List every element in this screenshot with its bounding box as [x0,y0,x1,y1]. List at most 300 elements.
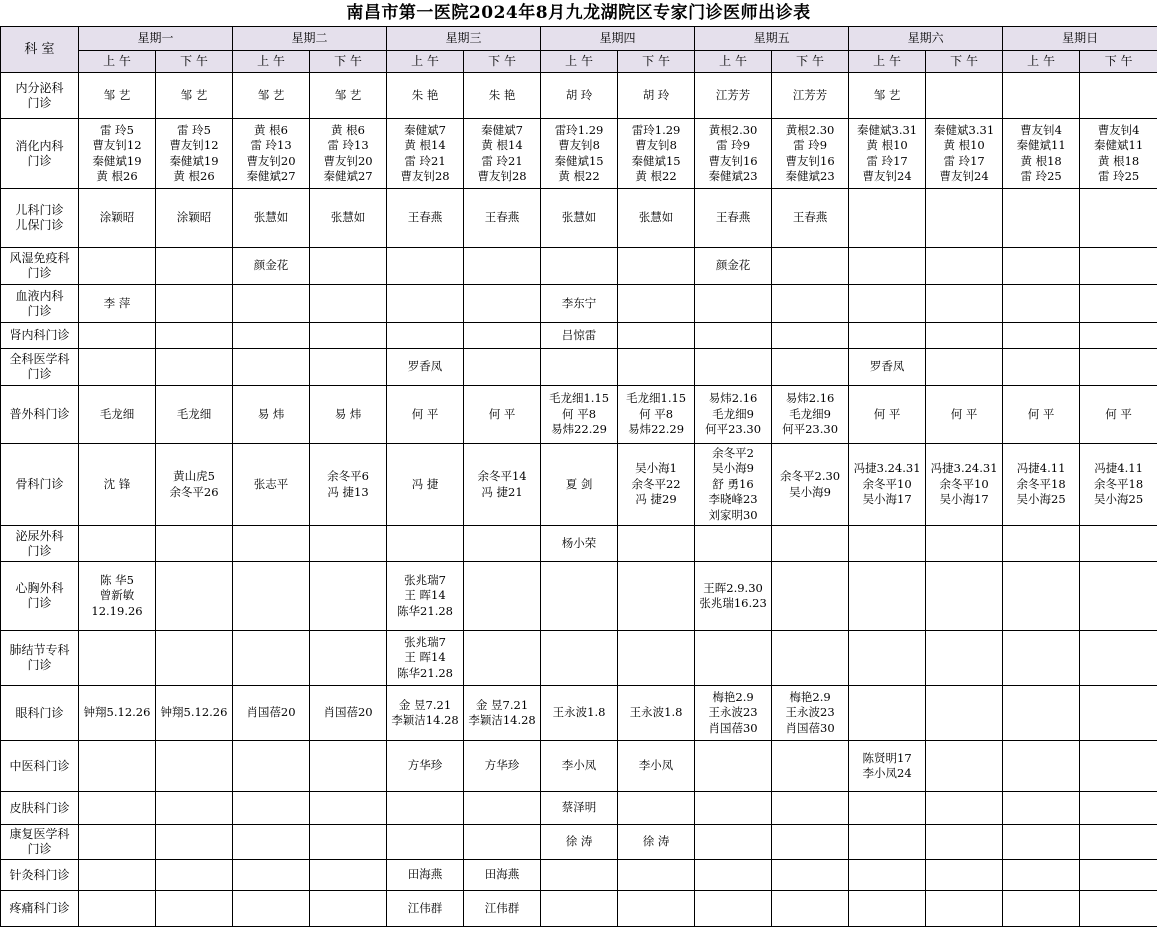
schedule-cell: 肖国蓓20 [233,686,310,741]
table-row [1,562,1157,631]
schedule-cell [79,741,156,792]
schedule-cell: 冯捷3.24.31 余冬平10 吴小海17 [849,444,926,526]
schedule-cell: 颜金花 [233,248,310,285]
schedule-cell [541,562,618,631]
schedule-cell [156,792,233,825]
schedule-cell: 黄根2.30 雷 玲9 曹友钊16 秦健斌23 [695,119,772,189]
schedule-cell [156,860,233,891]
schedule-cell [156,562,233,631]
schedule-cell [387,248,464,285]
schedule-cell [1003,825,1080,860]
schedule-cell [156,248,233,285]
schedule-cell [849,189,926,248]
department-name: 眼科门诊 [1,686,79,741]
schedule-cell: 杨小荣 [541,526,618,562]
schedule-cell: 涂颖昭 [79,189,156,248]
schedule-cell [310,323,387,349]
day-header-wed: 星期三 [387,27,541,51]
schedule-cell [156,741,233,792]
schedule-cell [1080,686,1157,741]
schedule-cell [695,891,772,927]
schedule-cell: 冯捷4.11 余冬平18 吴小海25 [1003,444,1080,526]
schedule-cell [926,285,1003,323]
schedule-cell [1080,741,1157,792]
schedule-cell [695,792,772,825]
schedule-cell [156,285,233,323]
schedule-cell: 毛龙细 [156,386,233,444]
schedule-cell [618,323,695,349]
schedule-cell: 田海燕 [387,860,464,891]
department-name: 泌尿外科 门诊 [1,526,79,562]
schedule-cell: 王春燕 [772,189,849,248]
schedule-cell: 蔡泽明 [541,792,618,825]
schedule-cell [233,285,310,323]
schedule-cell: 秦健斌7 黄 根14 雷 玲21 曹友钊28 [387,119,464,189]
half-day-header-am: 上 午 [541,51,618,73]
table-header [1,27,1157,73]
schedule-cell: 易炜2.16 毛龙细9 何平23.30 [695,386,772,444]
schedule-cell [695,860,772,891]
schedule-cell [1080,349,1157,386]
schedule-cell [1080,526,1157,562]
schedule-cell: 易炜2.16 毛龙细9 何平23.30 [772,386,849,444]
half-day-header-pm: 下 午 [1080,51,1157,73]
schedule-cell [233,526,310,562]
schedule-cell: 王永波1.8 [618,686,695,741]
schedule-cell [79,349,156,386]
schedule-cell: 王永波1.8 [541,686,618,741]
schedule-cell: 邹 艺 [156,73,233,119]
schedule-cell [79,248,156,285]
schedule-cell [1003,349,1080,386]
schedule-cell [310,631,387,686]
schedule-cell [233,349,310,386]
schedule-cell [233,891,310,927]
schedule-cell [464,323,541,349]
schedule-cell [464,526,541,562]
half-day-header-am: 上 午 [1003,51,1080,73]
schedule-cell [1080,891,1157,927]
schedule-cell: 曹友钊4 秦健斌11 黄 根18 雷 玲25 [1003,119,1080,189]
schedule-cell: 雷玲1.29 曹友钊8 秦健斌15 黄 根22 [541,119,618,189]
schedule-cell [695,323,772,349]
schedule-cell [1003,891,1080,927]
half-day-header-am: 上 午 [79,51,156,73]
department-name: 肺结节专科 门诊 [1,631,79,686]
department-name: 心胸外科 门诊 [1,562,79,631]
schedule-cell [387,825,464,860]
schedule-cell [926,526,1003,562]
schedule-cell: 李小凤 [618,741,695,792]
schedule-cell [156,526,233,562]
schedule-cell [156,323,233,349]
schedule-cell: 胡 玲 [618,73,695,119]
schedule-cell [310,825,387,860]
schedule-cell [541,860,618,891]
department-name: 风湿免疫科 门诊 [1,248,79,285]
department-name: 血液内科 门诊 [1,285,79,323]
schedule-cell [618,562,695,631]
schedule-cell [849,323,926,349]
schedule-cell [233,741,310,792]
schedule-cell [1003,741,1080,792]
schedule-cell [1003,562,1080,631]
schedule-cell: 雷 玲5 曹友钊12 秦健斌19 黄 根26 [79,119,156,189]
schedule-cell [464,792,541,825]
schedule-cell: 胡 玲 [541,73,618,119]
schedule-cell [926,73,1003,119]
schedule-cell [772,860,849,891]
schedule-cell [156,825,233,860]
table-row [1,891,1157,927]
schedule-cell [772,792,849,825]
schedule-cell [926,792,1003,825]
table-row [1,386,1157,444]
schedule-cell [926,741,1003,792]
schedule-cell: 颜金花 [695,248,772,285]
schedule-cell [618,860,695,891]
schedule-cell [926,825,1003,860]
schedule-cell [310,349,387,386]
schedule-cell: 陈 华5 曾新敏 12.19.26 [79,562,156,631]
department-name: 皮肤科门诊 [1,792,79,825]
department-name: 消化内科 门诊 [1,119,79,189]
schedule-cell [387,323,464,349]
half-day-header-pm: 下 午 [156,51,233,73]
schedule-cell: 罗香凤 [849,349,926,386]
schedule-cell [156,631,233,686]
schedule-cell: 雷玲1.29 曹友钊8 秦健斌15 黄 根22 [618,119,695,189]
schedule-cell [849,686,926,741]
half-day-header-pm: 下 午 [464,51,541,73]
schedule-cell [695,526,772,562]
schedule-cell [233,792,310,825]
schedule-cell: 张慧如 [541,189,618,248]
table-row [1,792,1157,825]
schedule-cell [926,686,1003,741]
schedule-cell [926,189,1003,248]
schedule-cell: 余冬平14 冯 捷21 [464,444,541,526]
department-name: 肾内科门诊 [1,323,79,349]
schedule-cell [772,741,849,792]
schedule-cell: 张志平 [233,444,310,526]
schedule-cell: 冯捷3.24.31 余冬平10 吴小海17 [926,444,1003,526]
half-day-header-am: 上 午 [849,51,926,73]
half-day-header-pm: 下 午 [310,51,387,73]
schedule-cell [1080,825,1157,860]
schedule-cell: 夏 剑 [541,444,618,526]
schedule-cell: 金 昱7.21 李颖洁14.28 [464,686,541,741]
schedule-cell: 余冬平2.30 吴小海9 [772,444,849,526]
half-day-header-pm: 下 午 [618,51,695,73]
schedule-cell [849,248,926,285]
schedule-cell: 雷 玲5 曹友钊12 秦健斌19 黄 根26 [156,119,233,189]
schedule-cell [1003,686,1080,741]
day-header-sun: 星期日 [1003,27,1157,51]
schedule-cell [387,285,464,323]
schedule-cell [387,792,464,825]
schedule-cell [464,349,541,386]
department-header: 科 室 [1,27,79,73]
half-day-header-pm: 下 午 [772,51,849,73]
schedule-cell [233,562,310,631]
schedule-cell [233,825,310,860]
schedule-cell: 余冬平6 冯 捷13 [310,444,387,526]
table-row [1,323,1157,349]
schedule-cell [233,323,310,349]
schedule-cell: 何 平 [387,386,464,444]
schedule-cell: 涂颖昭 [156,189,233,248]
schedule-cell [310,741,387,792]
schedule-cell [772,825,849,860]
schedule-cell [926,891,1003,927]
table-row [1,741,1157,792]
schedule-cell: 王春燕 [695,189,772,248]
half-day-header-am: 上 午 [387,51,464,73]
schedule-cell [618,631,695,686]
schedule-cell: 李东宁 [541,285,618,323]
schedule-cell: 梅艳2.9 王永波23 肖国蓓30 [695,686,772,741]
table-row [1,686,1157,741]
schedule-cell: 钟翔5.12.26 [156,686,233,741]
schedule-cell: 王晖2.9.30 张兆瑞16.23 [695,562,772,631]
schedule-cell [1080,189,1157,248]
schedule-cell: 朱 艳 [464,73,541,119]
schedule-cell [79,792,156,825]
schedule-cell [310,891,387,927]
schedule-cell: 黄山虎5 余冬平26 [156,444,233,526]
department-name: 内分泌科 门诊 [1,73,79,119]
department-name: 疼痛科门诊 [1,891,79,927]
schedule-cell [310,562,387,631]
schedule-cell [1003,248,1080,285]
schedule-cell [1003,860,1080,891]
schedule-cell [772,323,849,349]
schedule-cell: 张兆瑞7 王 晖14 陈华21.28 [387,562,464,631]
table-row [1,444,1157,526]
schedule-cell [849,285,926,323]
schedule-table [0,26,1157,927]
table-row [1,248,1157,285]
schedule-cell [464,285,541,323]
schedule-cell [849,860,926,891]
day-header-sat: 星期六 [849,27,1003,51]
schedule-cell [695,285,772,323]
schedule-cell [156,349,233,386]
day-header-fri: 星期五 [695,27,849,51]
schedule-cell [541,248,618,285]
am-pm-header-row [1,51,1157,73]
page-title: 南昌市第一医院2024年8月九龙湖院区专家门诊医师出诊表 [346,3,811,23]
schedule-cell: 何 平 [464,386,541,444]
schedule-cell: 罗香凤 [387,349,464,386]
schedule-cell [79,860,156,891]
schedule-cell: 何 平 [1003,386,1080,444]
schedule-cell [849,891,926,927]
half-day-header-am: 上 午 [695,51,772,73]
schedule-cell [1003,189,1080,248]
schedule-cell: 余冬平2 吴小海9 舒 勇16 李晓峰23 刘家明30 [695,444,772,526]
schedule-cell: 江芳芳 [695,73,772,119]
department-name: 针灸科门诊 [1,860,79,891]
schedule-cell: 钟翔5.12.26 [79,686,156,741]
schedule-cell [926,323,1003,349]
schedule-cell [618,248,695,285]
schedule-cell: 何 平 [926,386,1003,444]
schedule-cell: 何 平 [849,386,926,444]
schedule-cell: 江伟群 [387,891,464,927]
schedule-cell: 邹 艺 [310,73,387,119]
schedule-cell [79,891,156,927]
schedule-cell [1080,248,1157,285]
schedule-cell [695,741,772,792]
schedule-cell [233,631,310,686]
schedule-cell [541,631,618,686]
schedule-cell: 邹 艺 [849,73,926,119]
schedule-cell: 黄根2.30 雷 玲9 曹友钊16 秦健斌23 [772,119,849,189]
schedule-cell: 秦健斌3.31 黄 根10 雷 玲17 曹友钊24 [849,119,926,189]
schedule-cell: 李小凤 [541,741,618,792]
schedule-cell [464,248,541,285]
schedule-cell [1003,526,1080,562]
schedule-cell: 何 平 [1080,386,1157,444]
schedule-cell [695,825,772,860]
schedule-cell: 王春燕 [387,189,464,248]
schedule-cell: 肖国蓓20 [310,686,387,741]
schedule-cell [772,248,849,285]
schedule-cell: 方华珍 [464,741,541,792]
schedule-cell [79,825,156,860]
schedule-cell: 秦健斌3.31 黄 根10 雷 玲17 曹友钊24 [926,119,1003,189]
schedule-cell: 毛龙细 [79,386,156,444]
schedule-cell [464,562,541,631]
schedule-cell [695,349,772,386]
department-name: 儿科门诊 儿保门诊 [1,189,79,248]
table-row [1,119,1157,189]
schedule-cell [772,891,849,927]
schedule-cell: 金 昱7.21 李颖洁14.28 [387,686,464,741]
schedule-cell: 江伟群 [464,891,541,927]
schedule-cell [618,792,695,825]
department-name: 康复医学科 门诊 [1,825,79,860]
schedule-cell [310,792,387,825]
schedule-cell [464,631,541,686]
schedule-cell [926,860,1003,891]
schedule-cell [1080,285,1157,323]
schedule-cell [695,631,772,686]
schedule-cell [1003,73,1080,119]
schedule-cell [79,631,156,686]
department-name: 中医科门诊 [1,741,79,792]
schedule-cell [926,248,1003,285]
schedule-cell [849,631,926,686]
schedule-cell: 张兆瑞7 王 晖14 陈华21.28 [387,631,464,686]
schedule-cell: 徐 涛 [541,825,618,860]
schedule-cell: 沈 锋 [79,444,156,526]
schedule-cell [156,891,233,927]
table-row [1,349,1157,386]
schedule-cell [1080,323,1157,349]
department-name: 骨科门诊 [1,444,79,526]
schedule-cell [541,349,618,386]
table-row [1,73,1157,119]
day-header-row [1,27,1157,51]
schedule-cell: 朱 艳 [387,73,464,119]
schedule-cell [926,562,1003,631]
department-name: 全科医学科 门诊 [1,349,79,386]
table-row [1,285,1157,323]
schedule-cell: 邹 艺 [233,73,310,119]
schedule-cell [1080,73,1157,119]
schedule-cell [772,285,849,323]
schedule-cell: 江芳芳 [772,73,849,119]
day-header-tue: 星期二 [233,27,387,51]
schedule-cell: 田海燕 [464,860,541,891]
schedule-cell: 黄 根6 雷 玲13 曹友钊20 秦健斌27 [310,119,387,189]
schedule-cell [310,285,387,323]
schedule-cell [464,825,541,860]
table-row [1,825,1157,860]
schedule-cell: 易 炜 [233,386,310,444]
schedule-cell: 吴小海1 余冬平22 冯 捷29 [618,444,695,526]
schedule-cell [772,526,849,562]
schedule-cell [772,349,849,386]
half-day-header-am: 上 午 [233,51,310,73]
schedule-cell: 邹 艺 [79,73,156,119]
schedule-cell [926,631,1003,686]
schedule-cell [618,349,695,386]
schedule-cell [926,349,1003,386]
day-header-thu: 星期四 [541,27,695,51]
schedule-cell: 梅艳2.9 王永波23 肖国蓓30 [772,686,849,741]
schedule-cell: 李 萍 [79,285,156,323]
schedule-cell [1003,792,1080,825]
schedule-cell [387,526,464,562]
day-header-mon: 星期一 [79,27,233,51]
schedule-cell: 易 炜 [310,386,387,444]
schedule-cell [79,526,156,562]
schedule-cell [1080,792,1157,825]
table-row [1,631,1157,686]
schedule-cell: 张慧如 [618,189,695,248]
table-row [1,189,1157,248]
schedule-cell [1080,631,1157,686]
schedule-cell [1003,285,1080,323]
schedule-cell: 王春燕 [464,189,541,248]
table-row [1,860,1157,891]
schedule-cell [1003,631,1080,686]
department-name: 普外科门诊 [1,386,79,444]
schedule-cell [618,285,695,323]
schedule-cell [541,891,618,927]
schedule-cell: 吕惊雷 [541,323,618,349]
schedule-cell [1003,323,1080,349]
schedule-cell [849,562,926,631]
schedule-cell: 方华珍 [387,741,464,792]
schedule-cell: 曹友钊4 秦健斌11 黄 根18 雷 玲25 [1080,119,1157,189]
schedule-cell [849,792,926,825]
schedule-cell [310,526,387,562]
schedule-cell: 徐 涛 [618,825,695,860]
schedule-cell [618,891,695,927]
schedule-cell [310,248,387,285]
schedule-cell [79,323,156,349]
schedule-cell [233,860,310,891]
schedule-cell [310,860,387,891]
schedule-cell [849,526,926,562]
schedule-cell: 黄 根6 雷 玲13 曹友钊20 秦健斌27 [233,119,310,189]
schedule-cell [1080,562,1157,631]
